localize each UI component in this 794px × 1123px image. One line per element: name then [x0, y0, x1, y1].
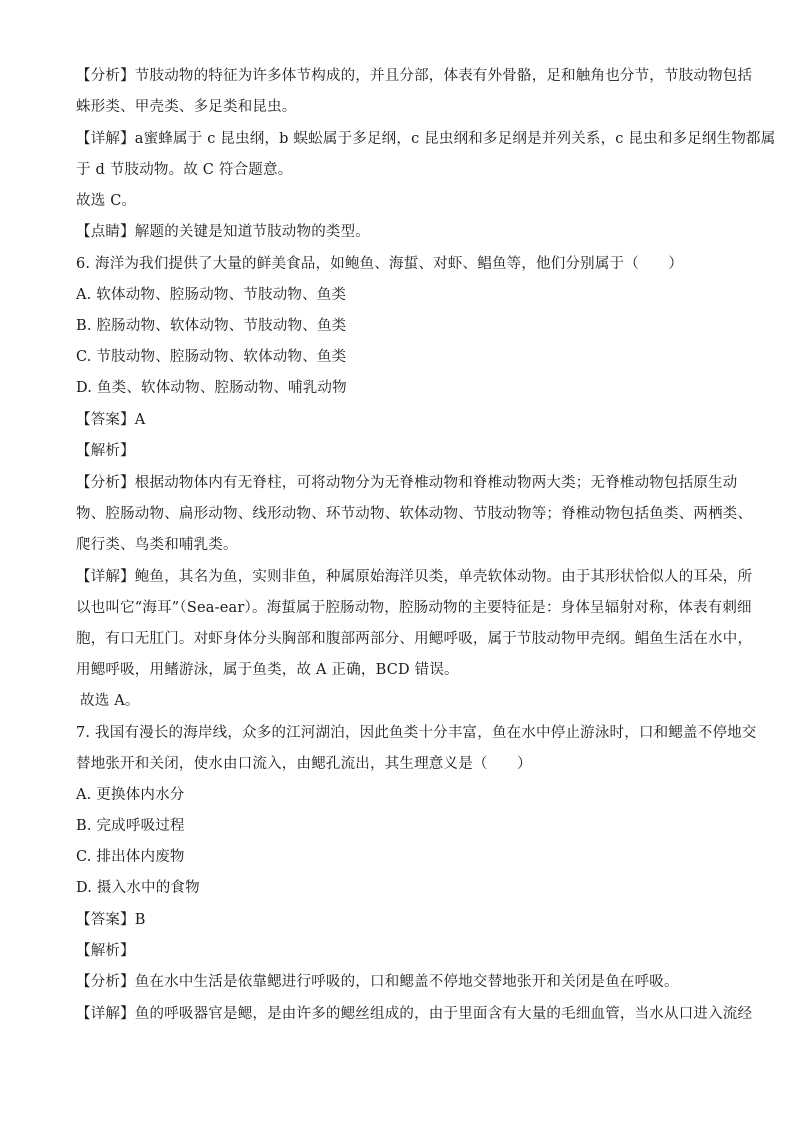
question-7-1: 7. 我国有漫长的海岸线，众多的江河湖泊，因此鱼类十分丰富，鱼在水中停止游泳时，口和鳃盖不停地交: [76, 725, 757, 741]
question-6-analysis-3: 爬行类、鸟类和哺乳类。: [76, 537, 238, 553]
question-6-answer: 【答案】A: [76, 412, 146, 428]
question-7-option-a: A. 更换体内水分: [76, 787, 185, 803]
question-7-answer: 【答案】B: [76, 912, 146, 928]
question-6-detail-3: 胞，有口无肛门。对虾身体分头胸部和腹部两部分、用鳃呼吸，属于节肢动物甲壳纲。鲳鱼生活在水中，: [76, 631, 753, 647]
question-6-explanation-heading: 【解析】: [76, 443, 135, 459]
question-6-option-c: C. 节肢动物、腔肠动物、软体动物、鱼类: [76, 349, 347, 365]
question-7-option-b: B. 完成呼吸过程: [76, 818, 185, 834]
question-7-explanation-heading: 【解析】: [76, 943, 135, 959]
question-6: 6. 海洋为我们提供了大量的鲜美食品，如鲍鱼、海蜇、对虾、鲳鱼等，他们分别属于（ ）: [76, 256, 684, 272]
text-line-tip: 【点睛】解题的关键是知道节肢动物的类型。: [76, 224, 370, 240]
question-6-choice: 故选 A。: [80, 693, 140, 709]
question-7-analysis: 【分析】鱼在水中生活是依靠鳃进行呼吸的，口和鳃盖不停地交替地张开和关闭是鱼在呼吸。: [76, 974, 679, 990]
text-line-analysis-1: 【分析】节肢动物的特征为许多体节构成的，并且分部，体表有外骨骼，足和触角也分节，节肢动物包括: [76, 68, 753, 84]
question-6-analysis-2: 物、腔肠动物、扁形动物、线形动物、环节动物、软体动物、节肢动物等；脊椎动物包括鱼类、两栖类、: [76, 506, 753, 522]
question-7-detail: 【详解】鱼的呼吸器官是鳃，是由许多的鳃丝组成的，由于里面含有大量的毛细血管，当水从口进入流经: [76, 1006, 753, 1022]
question-6-analysis-1: 【分析】根据动物体内有无脊柱，可将动物分为无脊椎动物和脊椎动物两大类；无脊椎动物包括原生动: [76, 475, 738, 491]
question-6-detail-1: 【详解】鲍鱼，其名为鱼，实则非鱼，种属原始海洋贝类，单壳软体动物。由于其形状恰似人的耳朵，所: [76, 569, 753, 585]
question-6-detail-2: 以也叫它“海耳”（Sea-ear）。海蜇属于腔肠动物，腔肠动物的主要特征是：身体呈辐射对称，体表有刺细: [76, 600, 752, 616]
question-6-option-b: B. 腔肠动物、软体动物、节肢动物、鱼类: [76, 318, 347, 334]
question-7-option-d: D. 摄入水中的食物: [76, 880, 200, 896]
question-6-detail-4: 用鳃呼吸，用鳍游泳，属于鱼类，故 A 正确，BCD 错误。: [76, 662, 459, 678]
question-7-2: 替地张开和关闭，使水由口流入，由鳃孔流出，其生理意义是（ ）: [76, 756, 532, 772]
question-6-option-d: D. 鱼类、软体动物、腔肠动物、哺乳动物: [76, 380, 347, 396]
text-line-detail-2: 于 d 节肢动物。故 C 符合题意。: [76, 162, 293, 178]
question-7-option-c: C. 排出体内废物: [76, 849, 185, 865]
question-6-option-a: A. 软体动物、腔肠动物、节肢动物、鱼类: [76, 287, 347, 303]
text-line-analysis-2: 蛛形类、甲壳类、多足类和昆虫。: [76, 99, 297, 115]
text-line-choice: 故选 C。: [76, 193, 137, 209]
text-line-detail-1: 【详解】a蜜蜂属于 c 昆虫纲，b 蜈蚣属于多足纲，c 昆虫纲和多足纲是并列关系，c 昆虫和多足纲生物都属: [76, 131, 776, 147]
